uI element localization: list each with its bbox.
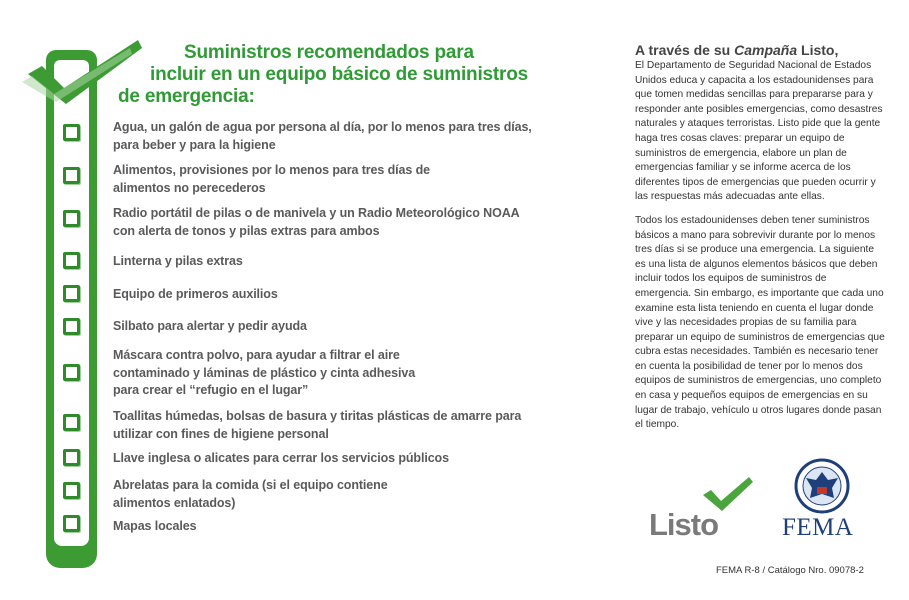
catalog-number: FEMA R-8 / Catálogo Nro. 09078-2 — [716, 565, 864, 576]
item-line: Equipo de primeros auxilios — [113, 287, 278, 301]
checkbox-flashlight[interactable] — [63, 252, 80, 269]
item-line: Radio portátil de pilas o de manivela y un Radio Meteorológico NOAA — [113, 206, 520, 220]
listo-logo — [649, 473, 759, 543]
listo-wordmark: Listo — [649, 507, 719, 542]
item-line: alimentos enlatados) — [113, 495, 236, 510]
item-line: para beber y para la higiene — [113, 137, 276, 152]
info-heading — [635, 42, 885, 59]
item-line: utilizar con fines de higiene personal — [113, 426, 329, 441]
list-item-food — [113, 162, 578, 197]
checkbox-radio[interactable] — [63, 210, 80, 227]
fema-wordmark: FEMA — [782, 514, 854, 541]
list-item-first-aid — [113, 286, 578, 304]
item-line: para crear el “refugio en el lugar” — [113, 383, 309, 397]
checkbox-whistle[interactable] — [63, 318, 80, 335]
checkbox-first-aid[interactable] — [63, 285, 80, 302]
item-line: Toallitas húmedas, bolsas de basura y tiritas plásticas de amarre para — [113, 409, 522, 423]
dhs-seal-icon — [794, 458, 850, 514]
list-item-dust-mask — [113, 347, 578, 400]
list-item-whistle — [113, 318, 578, 336]
checkbox-food[interactable] — [63, 167, 80, 184]
heading-suffix: Listo, — [797, 42, 839, 58]
info-paragraph: Todos los estadounidenses deben tener suministros básicos a mano para sobrevivir durante por lo menos tres días si se produce una emergencia. La siguiente es una lista de algunos elementos básicos que deben incluir todos los equipos de suministros de emergencia. Sin embargo, es importante que cada uno examine esta lista teniendo en cuenta el lugar donde vive y las necesidades propias de su familia para preparar un equipo de suministros de emergencias que cubra estas necesidades. También es necesario tener en cuenta la posibilidad de tener por lo menos dos equipos de suministros de emergencias, uno completo en casa y pequeños equipos de emergencias en su lugar de trabajo, vehículo u otros lugares donde pasan el tiempo. — [635, 214, 885, 431]
item-line: contaminado y láminas de plástico y cinta adhesiva — [113, 365, 416, 380]
list-item-flashlight — [113, 253, 578, 271]
item-line: Abrelatas para la comida (si el equipo contiene — [113, 478, 388, 492]
item-line: Máscara contra polvo, para ayudar a filtrar el aire — [113, 348, 400, 362]
item-line: Linterna y pilas extras — [113, 254, 243, 268]
item-line: alimentos no perecederos — [113, 180, 266, 195]
checkbox-wrench[interactable] — [63, 449, 80, 466]
fema-logo — [782, 458, 882, 548]
list-item-radio — [113, 205, 578, 240]
heading-italic: Campaña — [734, 42, 798, 58]
item-line: Llave inglesa o alicates para cerrar los servicios públicos — [113, 451, 449, 465]
checkbox-water[interactable] — [63, 124, 80, 141]
heading-prefix: A través de su — [635, 42, 735, 58]
checkbox-dust-mask[interactable] — [63, 364, 80, 381]
list-item-water — [113, 119, 578, 154]
info-paragraph: El Departamento de Seguridad Nacional de Estados Unidos educa y capacita a los estadounidenses para que tomen medidas sencillas para prepararse para y responder ante posibles emergencias, como desastres naturales y ataques terroristas. Listo pide que la gente haga tres cosas claves: preparar un equipo de suministros de emergencia, elabore un plan de emergencias familiar y se informe acerca de los diferentes tipos de emergencias que pueden ocurrir y las respuestas más adecuadas ante ellas. — [635, 60, 883, 203]
item-line: Alimentos, provisiones por lo menos para tres días de — [113, 163, 431, 177]
list-item-wipes — [113, 408, 578, 443]
checkbox-local-maps[interactable] — [63, 515, 80, 532]
title-line: de emergencia: — [118, 86, 255, 107]
title-line: Suministros recomendados para — [184, 42, 474, 63]
title-line: incluir en un equipo básico de suministros — [150, 64, 528, 85]
item-line: Mapas locales — [113, 519, 197, 533]
checkbox-can-opener[interactable] — [63, 482, 80, 499]
list-item-local-maps — [113, 518, 578, 536]
list-item-wrench — [113, 450, 578, 468]
page-title — [118, 42, 588, 108]
item-line: con alerta de tonos y pilas extras para ambos — [113, 223, 380, 238]
item-line: Silbato para alertar y pedir ayuda — [113, 319, 307, 333]
checkbox-wipes[interactable] — [63, 414, 80, 431]
list-item-can-opener — [113, 477, 578, 512]
item-line: Agua, un galón de agua por persona al día, por lo menos para tres días, — [113, 120, 532, 134]
info-column — [635, 42, 885, 433]
